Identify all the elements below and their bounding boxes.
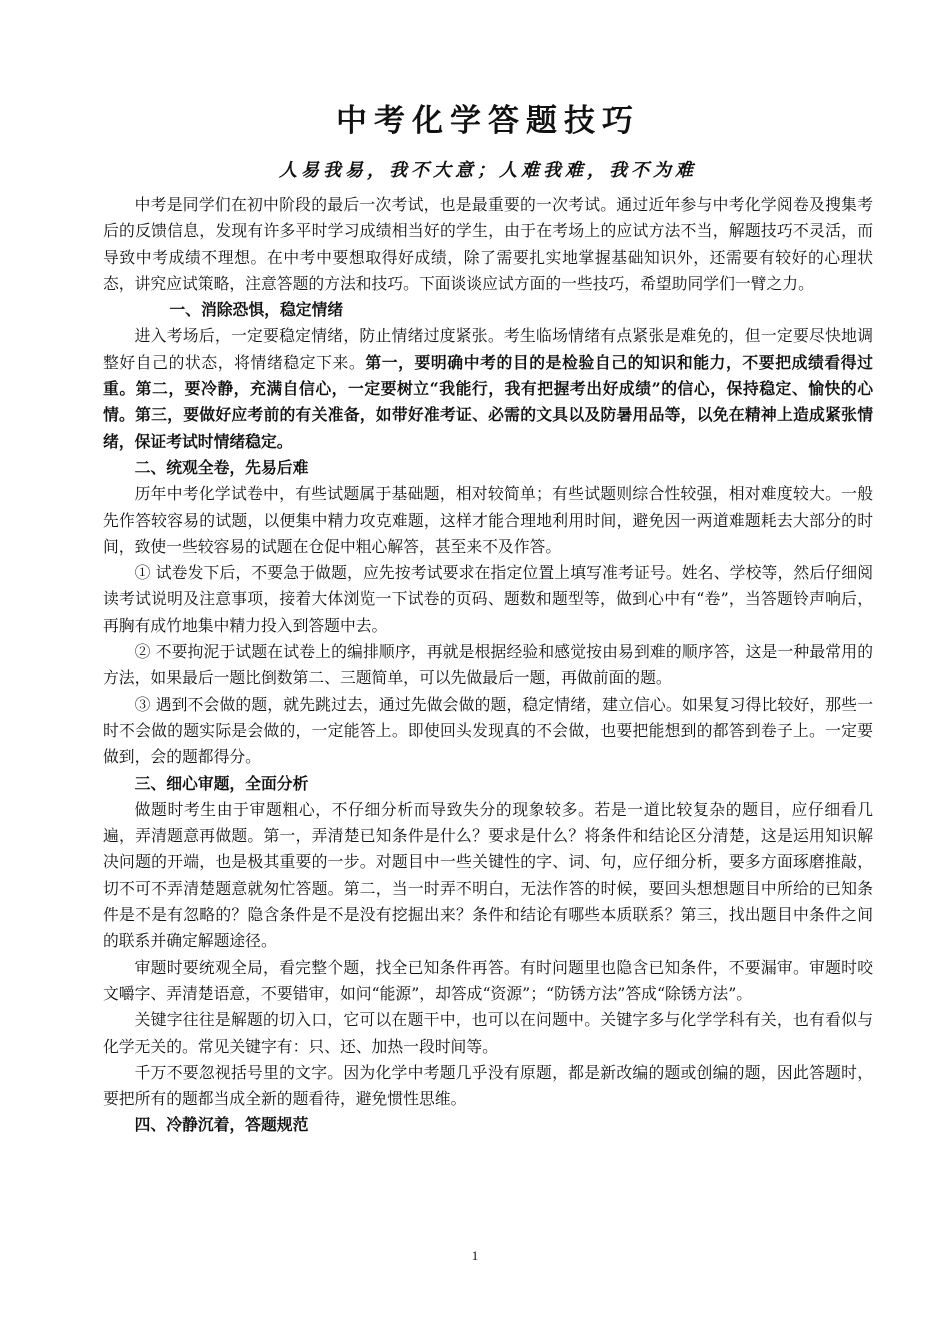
page-title: 中考化学答题技巧 bbox=[336, 103, 640, 139]
page-subtitle: 人易我易，我不大意；人难我难，我不为难 bbox=[279, 160, 697, 181]
section-heading-2: 二、统观全卷，先易后难 bbox=[134, 457, 309, 477]
section3-paragraph-3: 关键字往往是解题的切入口，它可以在题干中，也可以在问题中。关键字多与化学学科有关，也有看似与化学无关的。常见关键字有：只、还、加热一段时间等。 bbox=[103, 1010, 873, 1056]
section2-paragraph-1: 历年中考化学试卷中，有些试题属于基础题，相对较简单；有些试题则综合性较强，相对难度较大。一般先作答较容易的试题，以便集中精力攻克难题，这样才能合理地利用时间，避免因一两道难题耗去大部分的时间，致使一些较容易的试题在仓促中粗心解答，甚至来不及作答。 bbox=[103, 484, 873, 556]
section-heading-3: 三、细心审题，全面分析 bbox=[134, 773, 309, 793]
intro-paragraph: 中考是同学们在初中阶段的最后一次考试，也是最重要的一次考试。通过近年参与中考化学阅卷及搜集考后的反馈信息，发现有许多平时学习成绩相当好的学生，由于在考场上的应试方法不当，解题技巧不灵活，而导致中考成绩不理想。在中考中要想取得好成绩，除了需要扎实地掌握基础知识外，还需要有较好的心理状态，讲究应试策略，注意答题的方法和技巧。下面谈谈应试方面的一些技巧，希望助同学们一臂之力。 bbox=[103, 195, 873, 293]
section3-paragraph-1: 做题时考生由于审题粗心，不仔细分析而导致失分的现象较多。若是一道比较复杂的题目，应仔细看几遍，弄清题意再做题。第一，弄清楚已知条件是什么？要求是什么？将条件和结论区分清楚，这是运用知识解决问题的开端，也是极其重要的一步。对题目中一些关键性的字、词、句，应仔细分析，要多方面琢磨推敲，切不可不弄清楚题意就匆忙答题。第二，当一时弄不明白，无法作答的时候，要回头想想题目中所给的已知条件是不是有忽略的？隐含条件是不是没有挖掘出来？条件和结论有哪些本质联系？第三，找出题目中条件之间的联系并确定解题途径。 bbox=[103, 799, 873, 951]
section-heading-1: 一、消除恐惧，稳定情绪 bbox=[169, 300, 344, 320]
page-number: 1 bbox=[471, 1248, 479, 1263]
section-heading-4: 四、冷静沉着，答题规范 bbox=[134, 1115, 309, 1135]
section2-paragraph-2: ① 试卷发下后，不要急于做题，应先按考试要求在指定位置上填写准考证号。姓名、学校等，然后仔细阅读考试说明及注意事项，接着大体浏览一下试卷的页码、题数和题型等，做到心中有“卷”，当答题铃声响后，再胸有成竹地集中精力投入到答题中去。 bbox=[103, 563, 873, 635]
section1-paragraph-1-text: 进入考场后，一定要稳定情绪，防止情绪过度紧张。考生临场情绪有点紧张是难免的，但一定要尽快地调整好自己的状态，将情绪稳定下来。 bbox=[103, 326, 873, 372]
section3-paragraph-2: 审题时要统观全局，看完整个题，找全已知条件再答。有时问题里也隐含已知条件，不要漏审。审题时咬文嚼字、弄清楚语意，不要错审，如问“能源”，却答成“资源”；“防锈方法”答成“除锈方法”。 bbox=[103, 957, 873, 1003]
document-body bbox=[103, 98, 873, 1139]
section1-paragraph-1-bold-text: 第一，要明确中考的目的是检验自己的知识和能力，不要把成绩看得过重。第二，要冷静，充满自信心，一定要树立“我能行，我有把握考出好成绩”的信心，保持稳定、愉快的心情。第三，要做好应考前的有关准备，如带好准考证、必需的文具以及防暑用品等，以免在精神上造成紧张情绪，保证考试时情绪稳定。 bbox=[103, 352, 873, 451]
section3-paragraph-4: 千万不要忽视括号里的文字。因为化学中考题几乎没有原题，都是新改编的题或创编的题，因此答题时，要把所有的题都当成全新的题看待，避免惯性思维。 bbox=[103, 1062, 873, 1109]
section1-paragraph-1 bbox=[103, 323, 873, 454]
section2-paragraph-4: ③ 遇到不会做的题，就先跳过去，通过先做会做的题，稳定情绪，建立信心。如果复习得比较好，那些一时不会做的题实际是会做的，一定能答上。即使回头发现真的不会做，也要把能想到的都答到卷子上。一定要做到，会的题都得分。 bbox=[103, 694, 873, 767]
section2-paragraph-3: ② 不要拘泥于试题在试卷上的编排顺序，再就是根据经验和感觉按由易到难的顺序答，这是一种最常用的方法，如果最后一题比倒数第二、三题简单，可以先做最后一题，再做前面的题。 bbox=[103, 642, 873, 688]
